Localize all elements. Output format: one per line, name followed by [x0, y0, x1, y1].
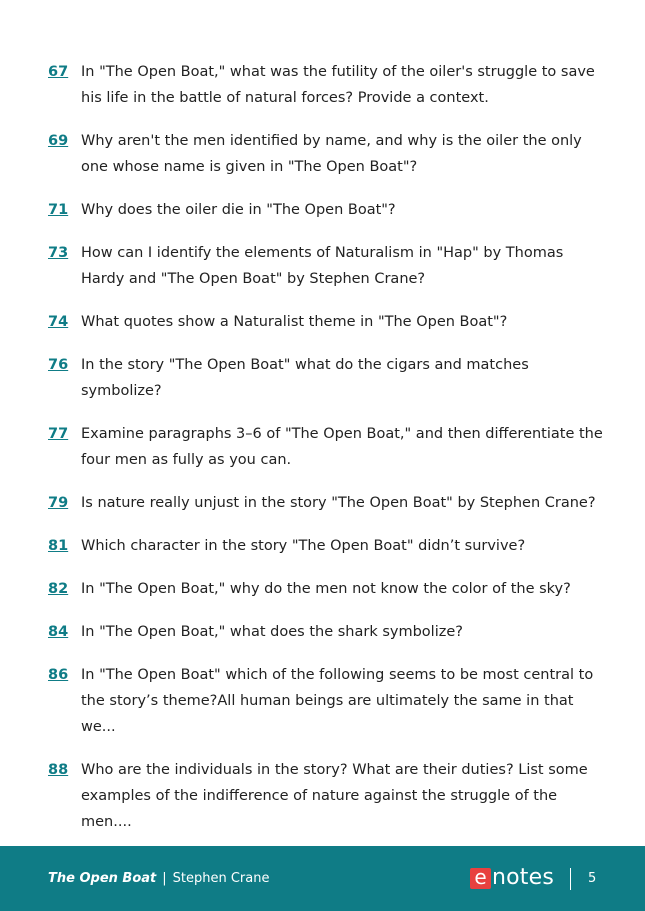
enotes-logo-e: e: [470, 868, 491, 889]
question-number-link[interactable]: 76: [48, 357, 69, 373]
footer-book-title: The Open Boat: [48, 871, 157, 886]
question-number-link[interactable]: 77: [48, 426, 69, 442]
question-number-link[interactable]: 74: [48, 314, 69, 330]
question-item: [48, 490, 608, 516]
question-item: [48, 662, 608, 740]
question-number-link[interactable]: 82: [48, 581, 69, 597]
footer-separator: |: [162, 871, 167, 886]
question-number-link[interactable]: 73: [48, 245, 69, 261]
question-number-link[interactable]: 84: [48, 624, 69, 640]
footer-divider: [570, 868, 571, 890]
question-item: [48, 128, 608, 180]
question-item: [48, 352, 608, 404]
question-item: [48, 240, 608, 292]
question-item: [48, 309, 608, 335]
question-text-link[interactable]: What quotes show a Naturalist theme in "The Open Boat"?: [81, 314, 508, 330]
question-text-link[interactable]: Why does the oiler die in "The Open Boat"?: [81, 202, 396, 218]
page-number: 5: [588, 871, 597, 886]
enotes-logo[interactable]: [470, 865, 554, 891]
footer-book-info: [48, 871, 269, 887]
question-item: [48, 757, 608, 835]
question-list: [48, 59, 608, 852]
question-text-link[interactable]: Who are the individuals in the story? What are their duties? List some examples of the indifference of nature against the struggle of the men....: [81, 762, 588, 830]
page-footer: [0, 846, 645, 911]
question-item: [48, 197, 608, 223]
question-item: [48, 59, 608, 111]
question-number-link[interactable]: 79: [48, 495, 69, 511]
question-text-link[interactable]: How can I identify the elements of Naturalism in "Hap" by Thomas Hardy and "The Open Boat" by Stephen Crane?: [81, 245, 564, 287]
question-item: [48, 619, 608, 645]
question-text-link[interactable]: In "The Open Boat," why do the men not know the color of the sky?: [81, 581, 571, 597]
question-item: [48, 421, 608, 473]
question-text-link[interactable]: In "The Open Boat," what was the futility of the oiler's struggle to save his life in the battle of natural forces? Provide a context.: [81, 64, 595, 106]
question-text-link[interactable]: Examine paragraphs 3–6 of "The Open Boat," and then differentiate the four men as fully as you can.: [81, 426, 603, 468]
question-number-link[interactable]: 67: [48, 64, 69, 80]
question-number-link[interactable]: 86: [48, 667, 69, 683]
question-number-link[interactable]: 81: [48, 538, 69, 554]
question-text-link[interactable]: In the story "The Open Boat" what do the cigars and matches symbolize?: [81, 357, 529, 399]
question-text-link[interactable]: Which character in the story "The Open Boat" didn’t survive?: [81, 538, 526, 554]
question-number-link[interactable]: 69: [48, 133, 69, 149]
question-text-link[interactable]: In "The Open Boat" which of the following seems to be most central to the story’s theme?All human beings are ultimately the same in that we...: [81, 667, 594, 735]
question-text-link[interactable]: Why aren't the men identified by name, and why is the oiler the only one whose name is given in "The Open Boat"?: [81, 133, 582, 175]
question-number-link[interactable]: 71: [48, 202, 69, 218]
question-text-link[interactable]: In "The Open Boat," what does the shark symbolize?: [81, 624, 463, 640]
question-text-link[interactable]: Is nature really unjust in the story "The Open Boat" by Stephen Crane?: [81, 495, 596, 511]
enotes-logo-text: notes: [492, 865, 555, 890]
question-item: [48, 576, 608, 602]
footer-author: Stephen Crane: [172, 871, 270, 886]
question-number-link[interactable]: 88: [48, 762, 69, 778]
question-item: [48, 533, 608, 559]
